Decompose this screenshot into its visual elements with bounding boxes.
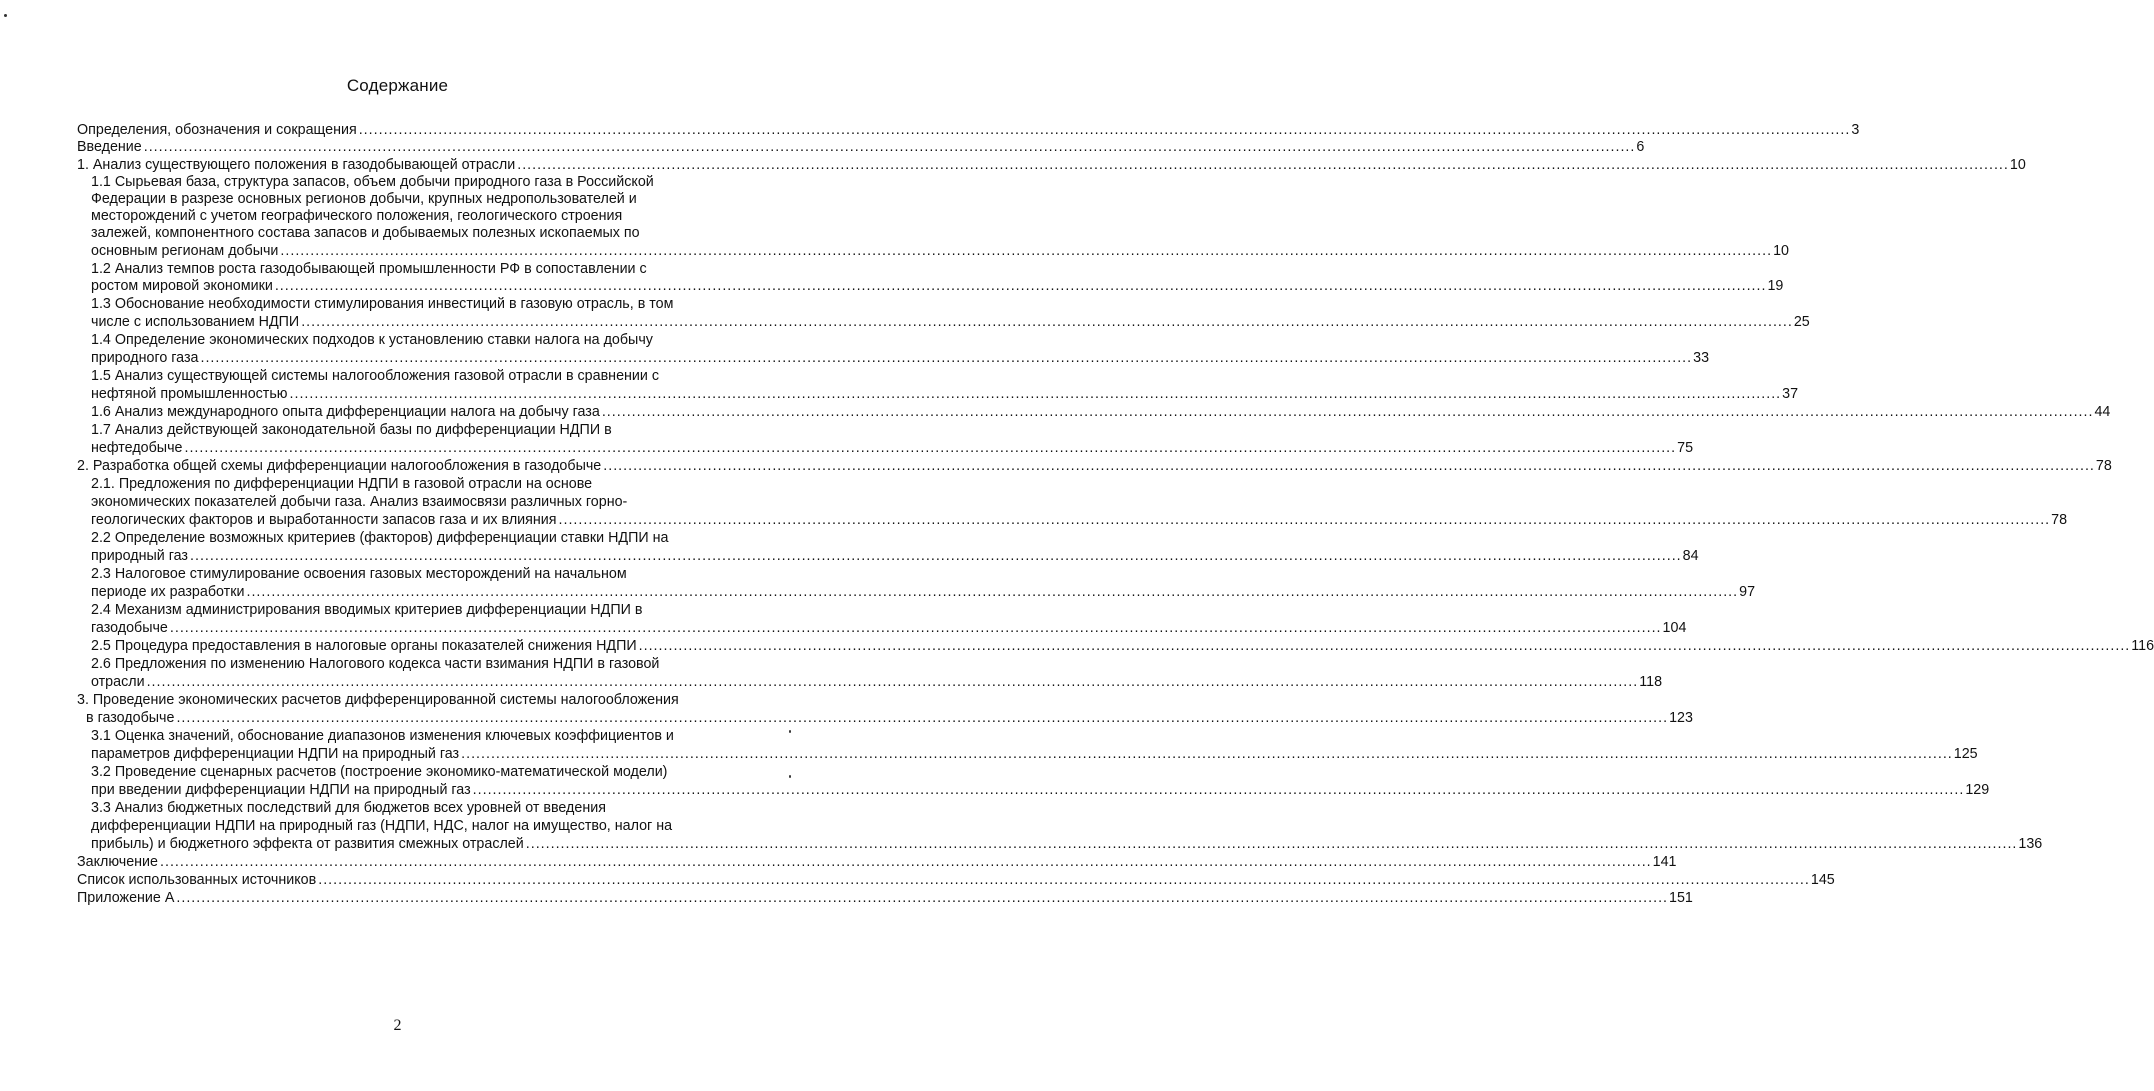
toc-entry-continuation xyxy=(91,422,612,439)
toc-entry-title: дифференциации НДПИ на природный газ (НДПИ, НДС, налог на имущество, налог на xyxy=(91,818,673,834)
toc-entry-title: 1.3 Обоснование необходимости стимулирования инвестиций в газовую отрасль, в том xyxy=(91,296,674,312)
toc-entry-title: 2.4 Механизм администрирования вводимых критериев дифференциации НДПИ в xyxy=(91,602,643,618)
toc-dot-leader: ............................................................................................................................................................................................................................................................................................................ xyxy=(525,836,2018,852)
toc-entry-title: 1.4 Определение экономических подходов к установлению ставки налога на добычу xyxy=(91,332,653,348)
toc-entry xyxy=(91,440,1694,457)
toc-dot-leader: ............................................................................................................................................................................................................................................................................................................ xyxy=(289,386,1782,402)
toc-page-number: 125 xyxy=(1953,746,1978,762)
toc-page-number: 123 xyxy=(1669,710,1693,726)
toc-entry-title: Приложение А xyxy=(77,890,175,906)
toc-entry-title: месторождений с учетом географического положения, геологического строения xyxy=(91,208,623,224)
toc-entry-title: Федерации в разрезе основных регионов добычи, крупных недропользователей и xyxy=(91,191,637,207)
toc-page-number: 10 xyxy=(2009,157,2026,173)
toc-entry-title: залежей, компонентного состава запасов и добываемых полезных ископаемых по xyxy=(91,225,640,241)
toc-dot-leader: ............................................................................................................................................................................................................................................................................................................ xyxy=(638,638,2131,654)
toc-entry-title: 1.6 Анализ международного опыта дифференциации налога на добычу газа xyxy=(91,404,600,420)
toc-entry xyxy=(91,404,2111,421)
toc-entry xyxy=(77,854,1677,871)
toc-dot-leader: ............................................................................................................................................................................................................................................................................................................ xyxy=(184,440,1677,456)
scan-speck xyxy=(789,775,791,778)
toc-entry-title: природного газа xyxy=(91,350,199,366)
toc-dot-leader: ............................................................................................................................................................................................................................................................................................................ xyxy=(603,458,2095,474)
toc-entry-continuation xyxy=(91,332,653,349)
toc-entry xyxy=(91,674,1663,691)
toc-entry xyxy=(91,314,1810,331)
toc-page-number: 78 xyxy=(2095,458,2112,474)
toc-entry xyxy=(91,638,2154,655)
toc-entry-title: ростом мировой экономики xyxy=(91,278,273,294)
toc-dot-leader: ............................................................................................................................................................................................................................................................................................................ xyxy=(274,278,1767,294)
toc-entry-title: Заключение xyxy=(77,854,158,870)
toc-entry xyxy=(77,872,1835,889)
toc-page-number: 25 xyxy=(1793,314,1810,330)
toc-entry-title: 3.1 Оценка значений, обоснование диапазонов изменения ключевых коэффициентов и xyxy=(91,728,674,744)
toc-entry xyxy=(91,620,1687,637)
scan-speck xyxy=(4,14,7,17)
toc-dot-leader: ............................................................................................................................................................................................................................................................................................................ xyxy=(200,350,1693,366)
toc-entry-title: 1. Анализ существующего положения в газодобывающей отрасли xyxy=(77,157,516,173)
toc-entry-title: 2.5 Процедура предоставления в налоговые органы показателей снижения НДПИ xyxy=(91,638,637,654)
toc-page-number: 3 xyxy=(1851,122,1860,138)
toc-page-number: 10 xyxy=(1773,243,1789,259)
toc-entry-title: 3.2 Проведение сценарных расчетов (построение экономико-математической модели) xyxy=(91,764,668,780)
toc-entry-title: основным регионам добычи xyxy=(91,243,279,259)
toc-entry-title: Список использованных источников xyxy=(77,872,317,888)
toc-page-number: 118 xyxy=(1639,674,1663,690)
toc-entry-title: в газодобыче xyxy=(86,710,175,726)
toc-entry-title: 2.6 Предложения по изменению Налогового кодекса части взимания НДПИ в газовой xyxy=(91,656,660,672)
toc-dot-leader: ............................................................................................................................................................................................................................................................................................................ xyxy=(160,854,1652,870)
toc-entry-title: 2.3 Налоговое стимулирование освоения газовых месторождений на начальном xyxy=(91,566,627,582)
toc-entry xyxy=(77,122,1860,139)
toc-entry-title: 1.5 Анализ существующей системы налогообложения газовой отрасли в сравнении с xyxy=(91,368,660,384)
toc-entry-title: периоде их разработки xyxy=(91,584,245,600)
toc-page-number: 151 xyxy=(1669,890,1693,906)
toc-entry-title: при введении дифференциации НДПИ на природный газ xyxy=(91,782,471,798)
toc-entry xyxy=(91,584,1756,601)
toc-page-number: 129 xyxy=(1965,782,1990,798)
toc-entry-continuation xyxy=(91,494,627,511)
toc-entry xyxy=(77,890,1693,907)
page-number: 2 xyxy=(393,1017,402,1034)
toc-entry-title: нефтяной промышленностью xyxy=(91,386,288,402)
toc-dot-leader: ............................................................................................................................................................................................................................................................................................................ xyxy=(558,512,2051,528)
toc-dot-leader: ............................................................................................................................................................................................................................................................................................................ xyxy=(169,620,1662,636)
toc-entry xyxy=(91,746,1978,763)
toc-entry xyxy=(91,278,1784,295)
toc-dot-leader: ............................................................................................................................................................................................................................................................................................................ xyxy=(190,548,1682,564)
toc-page-number: 145 xyxy=(1810,872,1835,888)
toc-dot-leader: ............................................................................................................................................................................................................................................................................................................ xyxy=(143,139,1636,155)
toc-entry-title: 1.7 Анализ действующей законодательной базы по дифференциации НДПИ в xyxy=(91,422,612,438)
toc-entry xyxy=(77,157,2026,174)
toc-entry xyxy=(77,458,2112,475)
toc-entry-title: прибыль) и бюджетного эффекта от развития смежных отраслей xyxy=(91,836,524,852)
toc-entry-title: Определения, обозначения и сокращения xyxy=(77,122,357,138)
toc-dot-leader: ............................................................................................................................................................................................................................................................................................................ xyxy=(358,122,1851,138)
toc-entry-continuation xyxy=(91,728,674,745)
toc-page-number: 33 xyxy=(1693,350,1710,366)
toc-entry-continuation xyxy=(91,261,647,278)
toc-page-number: 141 xyxy=(1652,854,1677,870)
toc-dot-leader: ............................................................................................................................................................................................................................................................................................................ xyxy=(601,404,2094,420)
toc-dot-leader: ............................................................................................................................................................................................................................................................................................................ xyxy=(280,243,1773,259)
toc-dot-leader: ............................................................................................................................................................................................................................................................................................................ xyxy=(176,710,1669,726)
page-title: Содержание xyxy=(346,76,449,95)
toc-entry-continuation xyxy=(91,656,659,673)
toc-entry-continuation xyxy=(91,566,627,583)
toc-dot-leader: ............................................................................................................................................................................................................................................................................................................ xyxy=(461,746,1953,762)
toc-page-number: 116 xyxy=(2131,638,2154,654)
toc-entry xyxy=(91,243,1789,260)
toc-entry xyxy=(77,139,1645,156)
toc-entry xyxy=(91,386,1799,403)
toc-page-number: 6 xyxy=(1636,139,1645,155)
toc-page-number: 84 xyxy=(1682,548,1699,564)
toc-page-number: 104 xyxy=(1662,620,1687,636)
toc-entry-title: отрасли xyxy=(91,674,145,690)
toc-entry-title: природный газ xyxy=(91,548,188,564)
toc-entry-continuation xyxy=(91,818,672,835)
toc-entry xyxy=(91,782,1990,799)
toc-entry xyxy=(86,710,1693,727)
toc-entry xyxy=(91,836,2043,853)
toc-entry xyxy=(91,512,2068,529)
toc-entry-continuation xyxy=(91,764,667,781)
toc-dot-leader: ............................................................................................................................................................................................................................................................................................................ xyxy=(472,782,1965,798)
toc-page-number: 78 xyxy=(2051,512,2068,528)
toc-entry-continuation xyxy=(91,530,668,547)
toc-entry xyxy=(91,350,1710,367)
toc-entry-continuation xyxy=(91,368,659,385)
toc-dot-leader: ............................................................................................................................................................................................................................................................................................................ xyxy=(176,890,1669,906)
toc-entry-continuation xyxy=(91,174,654,191)
toc-entry-title: 1.2 Анализ темпов роста газодобывающей промышленности РФ в сопоставлении с xyxy=(91,261,647,277)
toc-entry-title: 2.1. Предложения по дифференциации НДПИ в газовой отрасли на основе xyxy=(91,476,593,492)
toc-entry-title: Введение xyxy=(77,139,142,155)
toc-entry-continuation xyxy=(91,602,642,619)
toc-dot-leader: ............................................................................................................................................................................................................................................................................................................ xyxy=(246,584,1739,600)
toc-entry-continuation xyxy=(91,296,673,313)
toc-entry-title: 2. Разработка общей схемы дифференциации налогообложения в газодобыче xyxy=(77,458,602,474)
toc-entry-continuation xyxy=(91,208,622,225)
toc-dot-leader: ............................................................................................................................................................................................................................................................................................................ xyxy=(146,674,1639,690)
toc-entry-title: нефтедобыче xyxy=(91,440,183,456)
toc-page-number: 97 xyxy=(1739,584,1756,600)
toc-entry-title: 3.3 Анализ бюджетных последствий для бюджетов всех уровней от введения xyxy=(91,800,606,816)
toc-dot-leader: ............................................................................................................................................................................................................................................................................................................ xyxy=(517,157,2009,173)
toc-page-number: 19 xyxy=(1767,278,1784,294)
toc-entry xyxy=(91,548,1699,565)
toc-entry-title: 2.2 Определение возможных критериев (факторов) дифференциации ставки НДПИ на xyxy=(91,530,669,546)
toc-entry-continuation xyxy=(91,476,592,493)
scan-speck xyxy=(789,730,791,733)
toc-entry-continuation xyxy=(77,692,679,709)
toc-page-number: 75 xyxy=(1677,440,1694,456)
toc-entry-title: 1.1 Сырьевая база, структура запасов, объем добычи природного газа в Российской xyxy=(91,174,654,190)
toc-page-number: 136 xyxy=(2018,836,2043,852)
toc-dot-leader: ............................................................................................................................................................................................................................................................................................................ xyxy=(301,314,1793,330)
toc-entry-title: 3. Проведение экономических расчетов дифференцированной системы налогообложения xyxy=(77,692,679,708)
toc-page-number: 44 xyxy=(2094,404,2111,420)
toc-entry-title: геологических факторов и выработанности запасов газа и их влияния xyxy=(91,512,557,528)
toc-dot-leader: ............................................................................................................................................................................................................................................................................................................ xyxy=(318,872,1810,888)
toc-page-number: 37 xyxy=(1782,386,1799,402)
toc-entry-title: числе с использованием НДПИ xyxy=(91,314,300,330)
toc-entry-title: газодобыче xyxy=(91,620,168,636)
toc-entry-continuation xyxy=(91,800,606,817)
toc-entry-title: параметров дифференциации НДПИ на природный газ xyxy=(91,746,460,762)
toc-entry-title: экономических показателей добычи газа. Анализ взаимосвязи различных горно- xyxy=(91,494,628,510)
toc-entry-continuation xyxy=(91,225,640,242)
toc-entry-continuation xyxy=(91,191,637,208)
